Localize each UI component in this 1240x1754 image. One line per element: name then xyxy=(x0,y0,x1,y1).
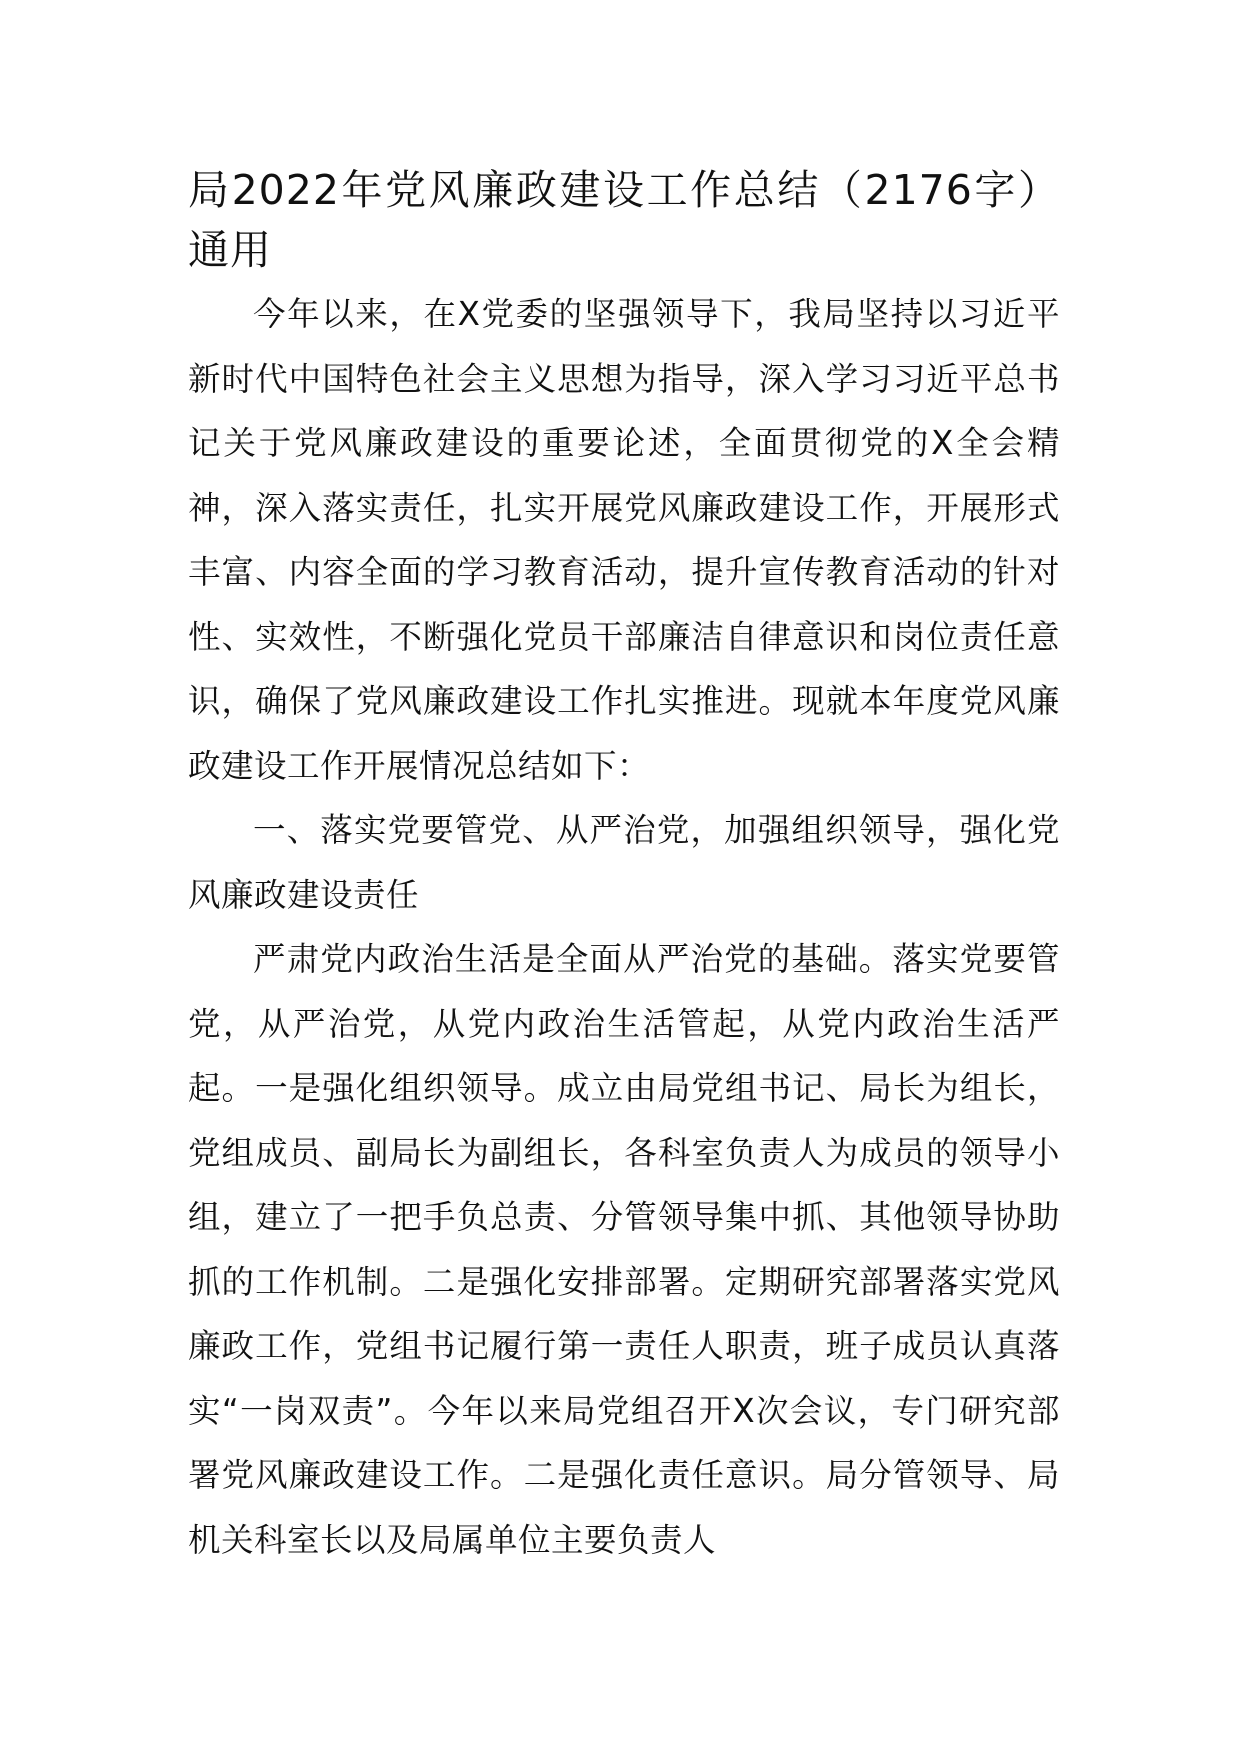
intro-paragraph: 今年以来，在X党委的坚强领导下，我局坚持以习近平新时代中国特色社会主义思想为指导，深入学习习近平总书记关于党风廉政建设的重要论述，全面贯彻党的X全会精神，深入落实责任，扎实开展党风廉政建设工作，开展形式丰富、内容全面的学习教育活动，提升宣传教育活动的针对性、实效性，不断强化党员干部廉洁自律意识和岗位责任意识，确保了党风廉政建设工作扎实推进。现就本年度党风廉政建设工作开展情况总结如下： xyxy=(188,295,1060,785)
document-body xyxy=(188,160,1060,1572)
section-1-paragraph: 严肃党内政治生活是全面从严治党的基础。落实党要管党，从严治党，从党内政治生活管起，从党内政治生活严起。一是强化组织领导。成立由局党组书记、局长为组长，党组成员、副局长为副组长，各科室负责人为成员的领导小组，建立了一把手负总责、分管领导集中抓、其他领导协助抓的工作机制。二是强化安排部署。定期研究部署落实党风廉政工作，党组书记履行第一责任人职责，班子成员认真落实“一岗双责”。今年以来局党组召开X次会议，专门研究部署党风廉政建设工作。二是强化责任意识。局分管领导、局机关科室长以及局属单位主要负责人 xyxy=(188,940,1060,1559)
section-heading-1: 一、落实党要管党、从严治党，加强组织领导，强化党风廉政建设责任 xyxy=(188,811,1060,914)
document-title: 局2022年党风廉政建设工作总结（2176字）通用 xyxy=(188,166,1060,274)
